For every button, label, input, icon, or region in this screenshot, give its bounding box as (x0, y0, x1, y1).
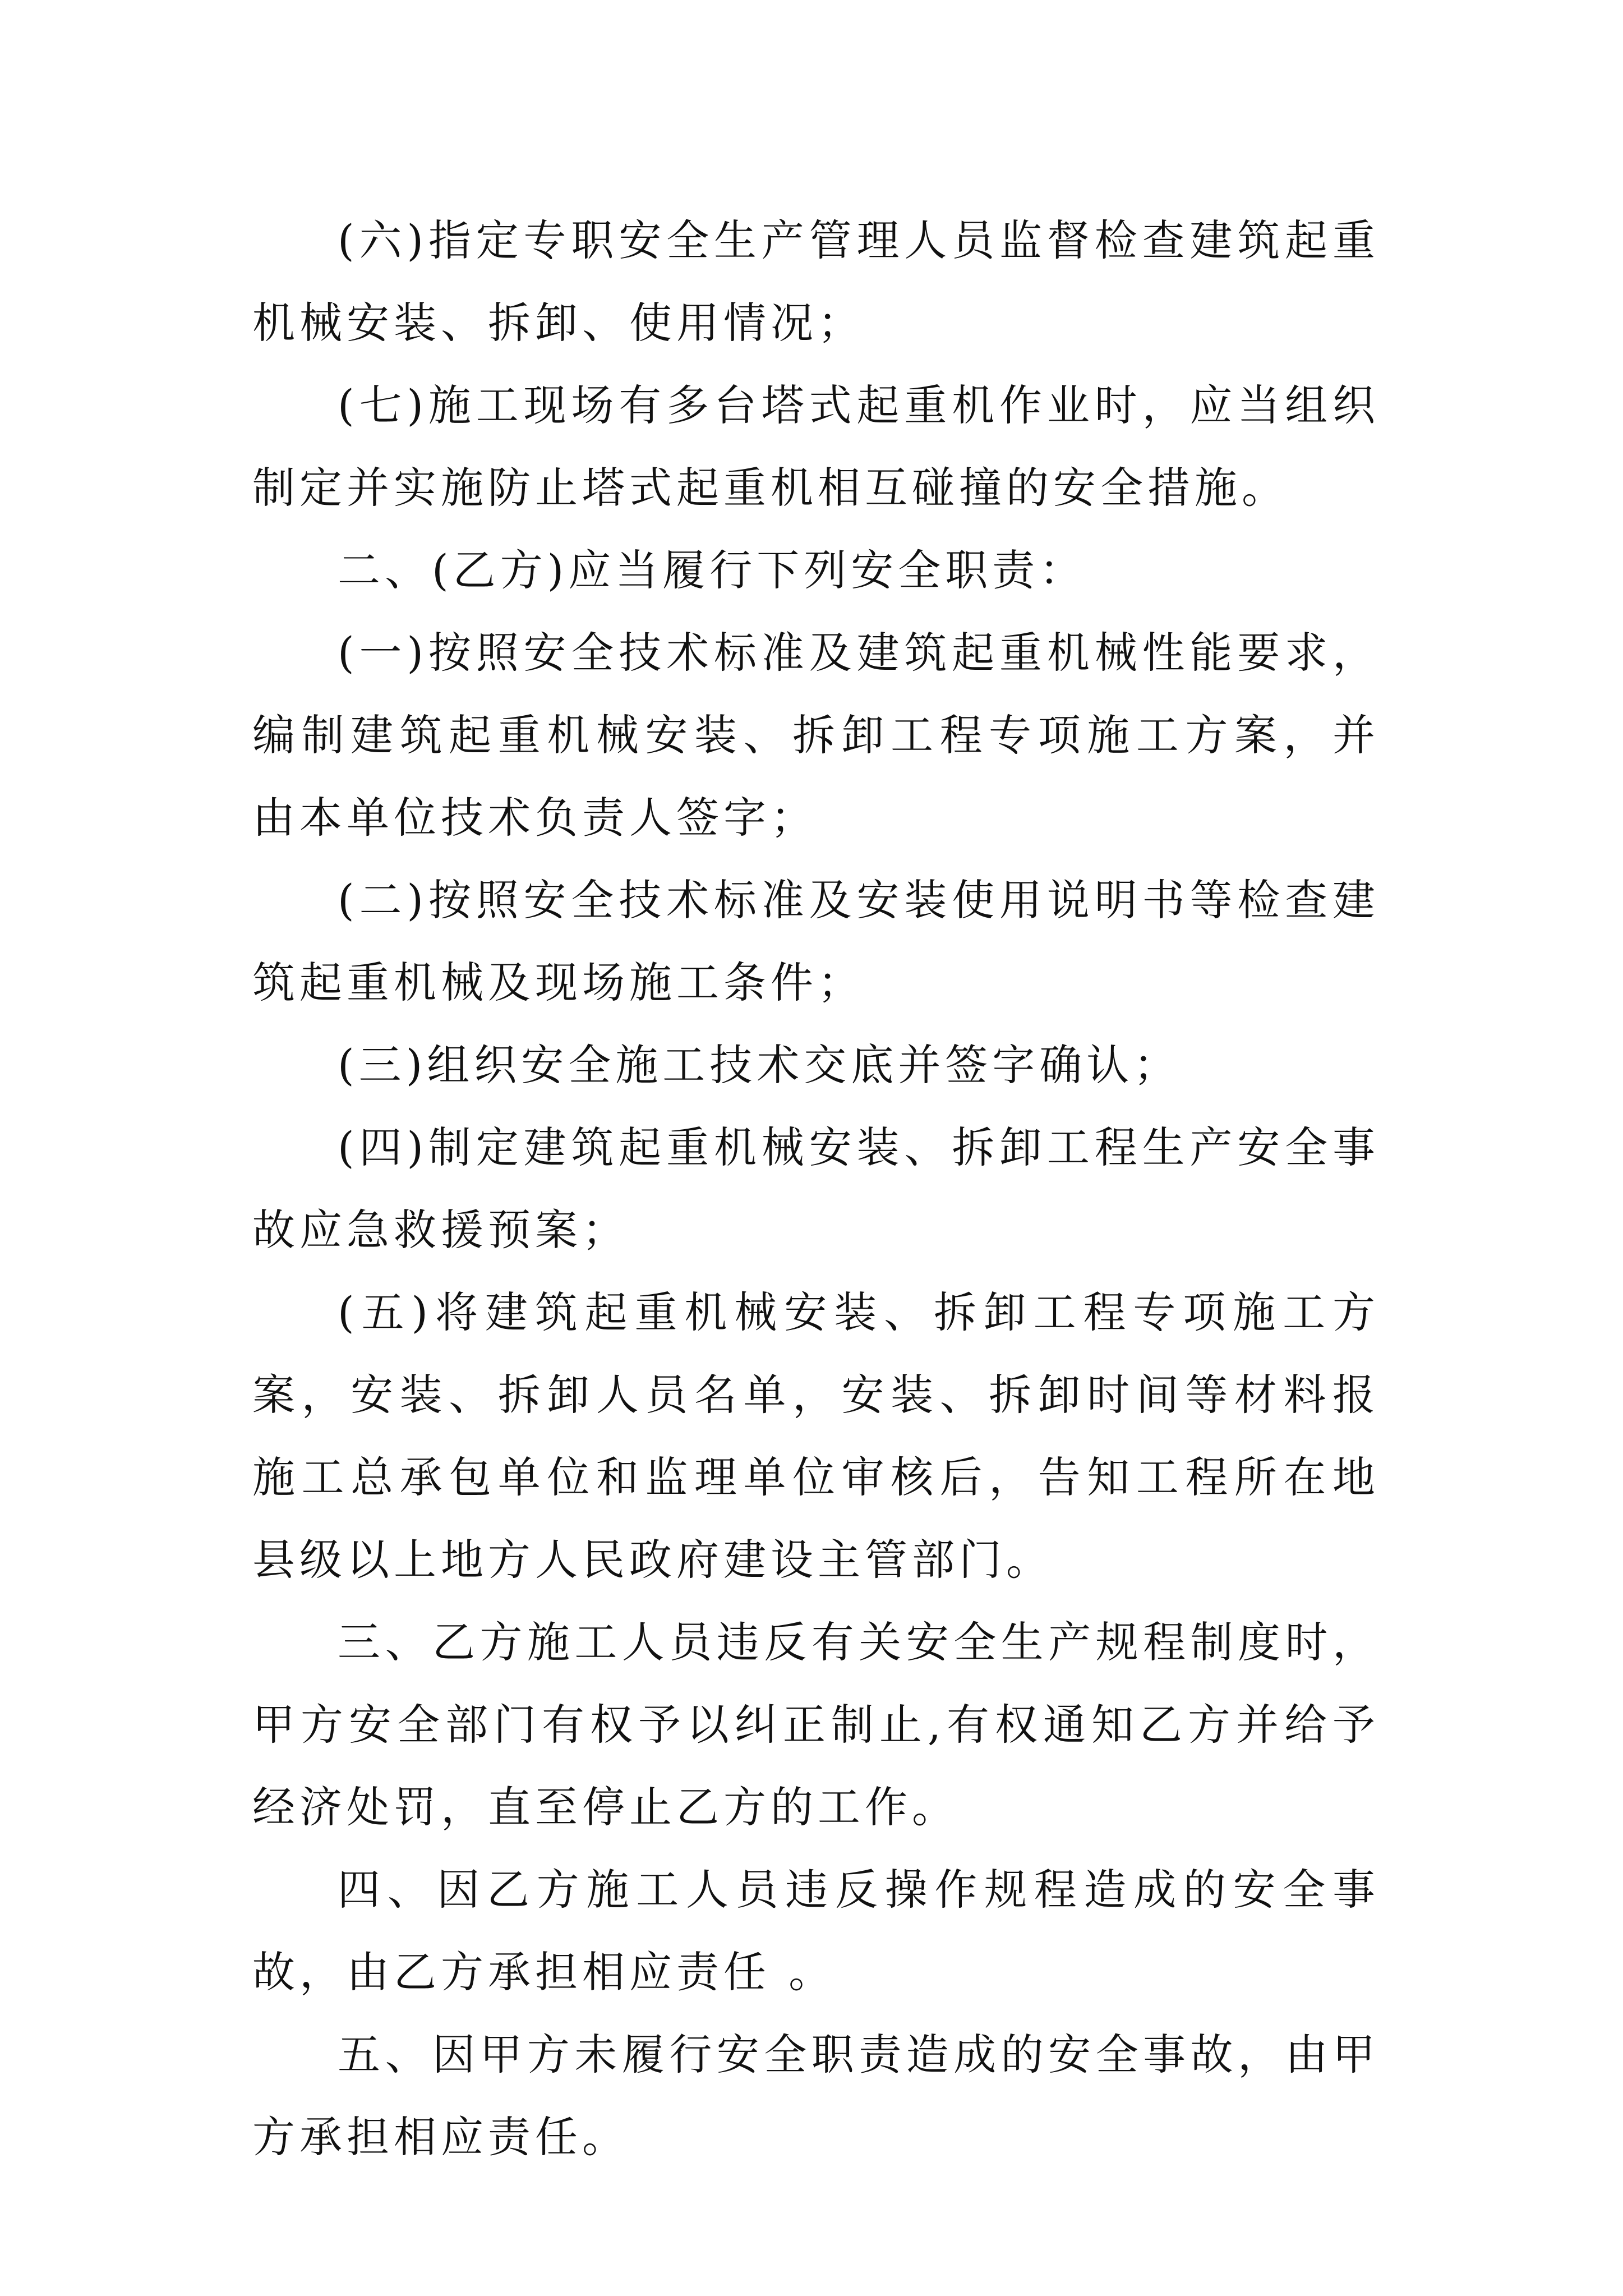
clause-6-supervision: (六)指定专职安全生产管理人员监督检查建筑起重机械安装、拆卸、使用情况； (252, 215, 1380, 348)
clause-2-inspection: (二)按照安全技术标准及安装使用说明书等检查建筑起重机械及现场施工条件； (252, 875, 1380, 1007)
section-2-heading: 二、(乙方)应当履行下列安全职责： (338, 545, 1087, 595)
section-3-violations: 三、乙方施工人员违反有关安全生产规程制度时，甲方安全部门有权予以纠正制止,有权通知乙方并给予经济处罚，直至停止乙方的工作。 (252, 1617, 1380, 1832)
document-body (252, 199, 1380, 2178)
clause-7-collision-prevention: (七)施工现场有多台塔式起重机作业时，应当组织制定并实施防止塔式起重机相互碰撞的安全措施。 (252, 380, 1380, 513)
section-4-party-b-liability: 四、因乙方施工人员违反操作规程造成的安全事故，由乙方承担相应责任 。 (252, 1865, 1380, 1997)
clause-4-emergency-plan: (四)制定建筑起重机械安装、拆卸工程生产安全事故应急救援预案； (252, 1122, 1380, 1255)
clause-1-construction-plan: (一)按照安全技术标准及建筑起重机械性能要求，编制建筑起重机械安装、拆卸工程专项施工方案，并由本单位技术负责人签字； (252, 628, 1380, 843)
clause-3-technical-briefing: (三)组织安全施工技术交底并签字确认； (338, 1040, 1181, 1090)
section-5-party-a-liability: 五、因甲方未履行安全职责造成的安全事故，由甲方承担相应责任。 (252, 2030, 1380, 2162)
clause-5-submission: (五)将建筑起重机械安装、拆卸工程专项施工方案，安装、拆卸人员名单，安装、拆卸时间等材料报施工总承包单位和监理单位审核后，告知工程所在地县级以上地方人民政府建设主管部门。 (252, 1287, 1380, 1585)
